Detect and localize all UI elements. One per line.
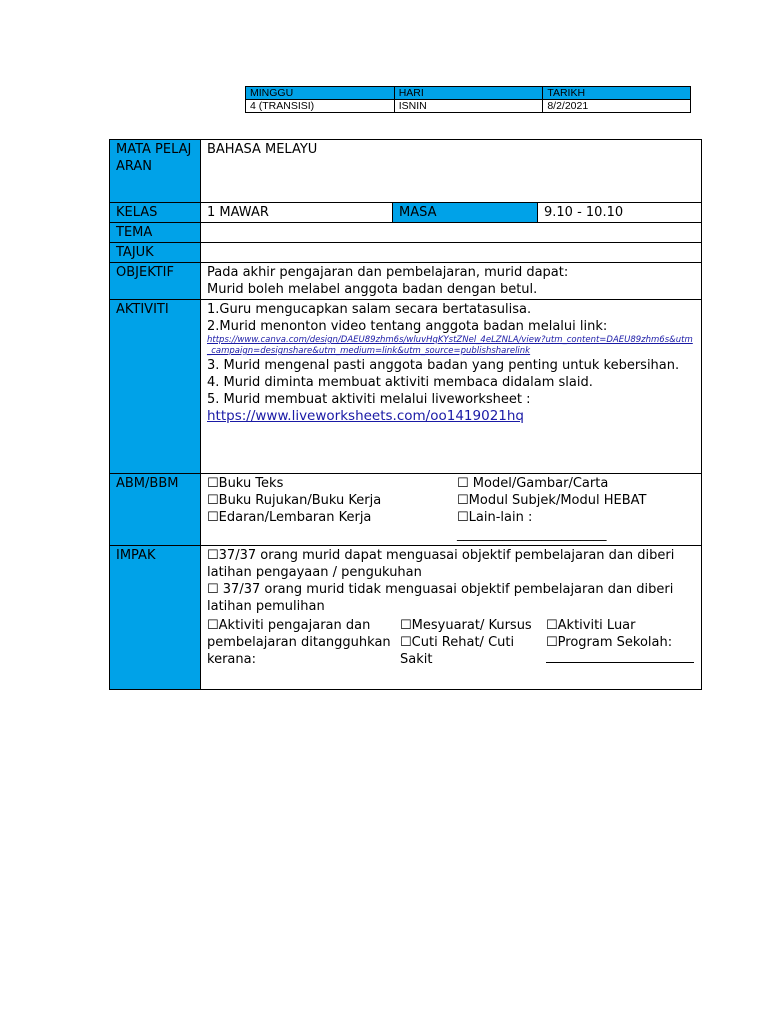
abm-lain-lain[interactable]: ☐Lain-lain : [457,510,533,525]
abm-buku-teks[interactable]: ☐Buku Teks [207,476,284,491]
row-tajuk [110,243,702,263]
aktiviti-item-1: 1.Guru mengucapkan salam secara bertatasulisa. [207,302,532,317]
value-tema [201,223,702,243]
impak-mesyuarat[interactable]: ☐Mesyuarat/ Kursus [400,618,532,633]
canva-link[interactable]: https://www.canva.com/design/DAEU89zhm6s/wluvHqKYstZNel_4eLZNLA/view?utm_content=DAEU89zhm6s&utm_campaign=designshare&utm_medium=link&utm_source=publishsharelink [207,335,693,356]
row-tema [110,223,702,243]
abm-options [207,475,695,543]
impak-options [207,617,695,668]
impak-cuti[interactable]: ☐Cuti Rehat/ Cuti Sakit [400,635,515,667]
row-impak [110,546,702,690]
value-tarikh: 8/2/2021 [543,100,691,113]
abm-edaran[interactable]: ☐Edaran/Lembaran Kerja [207,510,372,525]
header-minggu: MINGGU [246,87,395,100]
value-abm [201,474,702,546]
aktiviti-item-2: 2.Murid menonton video tentang anggota badan melalui link: [207,319,608,334]
impak-statement-2[interactable]: ☐ 37/37 orang murid tidak menguasai objektif pembelajaran dan diberi latihan pemulihan [207,582,674,614]
lesson-plan-table [109,139,702,690]
value-impak [201,546,702,690]
label-mata-pelajaran: MATA PELAJARAN [110,140,201,203]
abm-modul-subjek[interactable]: ☐Modul Subjek/Modul HEBAT [457,493,647,508]
impak-aktiviti-luar[interactable]: ☐Aktiviti Luar [546,618,636,633]
program-sekolah-line [546,651,694,663]
liveworksheets-link[interactable]: https://www.liveworksheets.com/oo1419021hq [207,408,524,424]
abm-lain-lain-blank: _______________________ [457,527,607,542]
label-tema: TEMA [110,223,201,243]
objektif-line-1: Pada akhir pengajaran dan pembelajaran, murid dapat: [207,265,569,280]
row-abm [110,474,702,546]
aktiviti-item-3: 3. Murid mengenal pasti anggota badan yang penting untuk kebersihan. [207,358,680,373]
row-objektif [110,263,702,300]
value-kelas: 1 MAWAR [201,203,393,223]
impak-statement-1[interactable]: ☐37/37 orang murid dapat menguasai objektif pembelajaran dan diberi latihan pengayaan / pengukuhan [207,548,675,580]
value-tajuk [201,243,702,263]
label-abm: ABM/BBM [110,474,201,546]
impak-program-sekolah[interactable]: ☐Program Sekolah: [546,635,673,650]
header-tarikh: TARIKH [543,87,691,100]
row-mata-pelajaran [110,140,702,203]
value-masa: 9.10 - 10.10 [538,203,702,223]
abm-buku-rujukan[interactable]: ☐Buku Rujukan/Buku Kerja [207,493,382,508]
label-objektif: OBJEKTIF [110,263,201,300]
header-table [245,86,691,113]
impak-col-2 [400,617,546,668]
impak-ditangguhkan[interactable]: ☐Aktiviti pengajaran dan pembelajaran ditangguhkan kerana: [207,618,391,667]
row-aktiviti [110,300,702,474]
value-hari: ISNIN [394,100,543,113]
label-masa: MASA [393,203,538,223]
value-minggu: 4 (TRANSISI) [246,100,395,113]
label-aktiviti: AKTIVITI [110,300,201,474]
aktiviti-item-5: 5. Murid membuat aktiviti melalui liveworksheet : [207,392,531,407]
abm-model-gambar[interactable]: ☐ Model/Gambar/Carta [457,476,609,491]
value-aktiviti [201,300,702,474]
value-row [246,100,691,113]
impak-col-3 [546,617,695,668]
value-objektif [201,263,702,300]
label-tajuk: TAJUK [110,243,201,263]
header-row [246,87,691,100]
row-kelas [110,203,702,223]
label-kelas: KELAS [110,203,201,223]
objektif-line-2: Murid boleh melabel anggota badan dengan betul. [207,282,538,297]
aktiviti-item-4: 4. Murid diminta membuat aktiviti membaca didalam slaid. [207,375,593,390]
header-hari: HARI [394,87,543,100]
value-mata-pelajaran: BAHASA MELAYU [201,140,702,203]
label-impak: IMPAK [110,546,201,690]
